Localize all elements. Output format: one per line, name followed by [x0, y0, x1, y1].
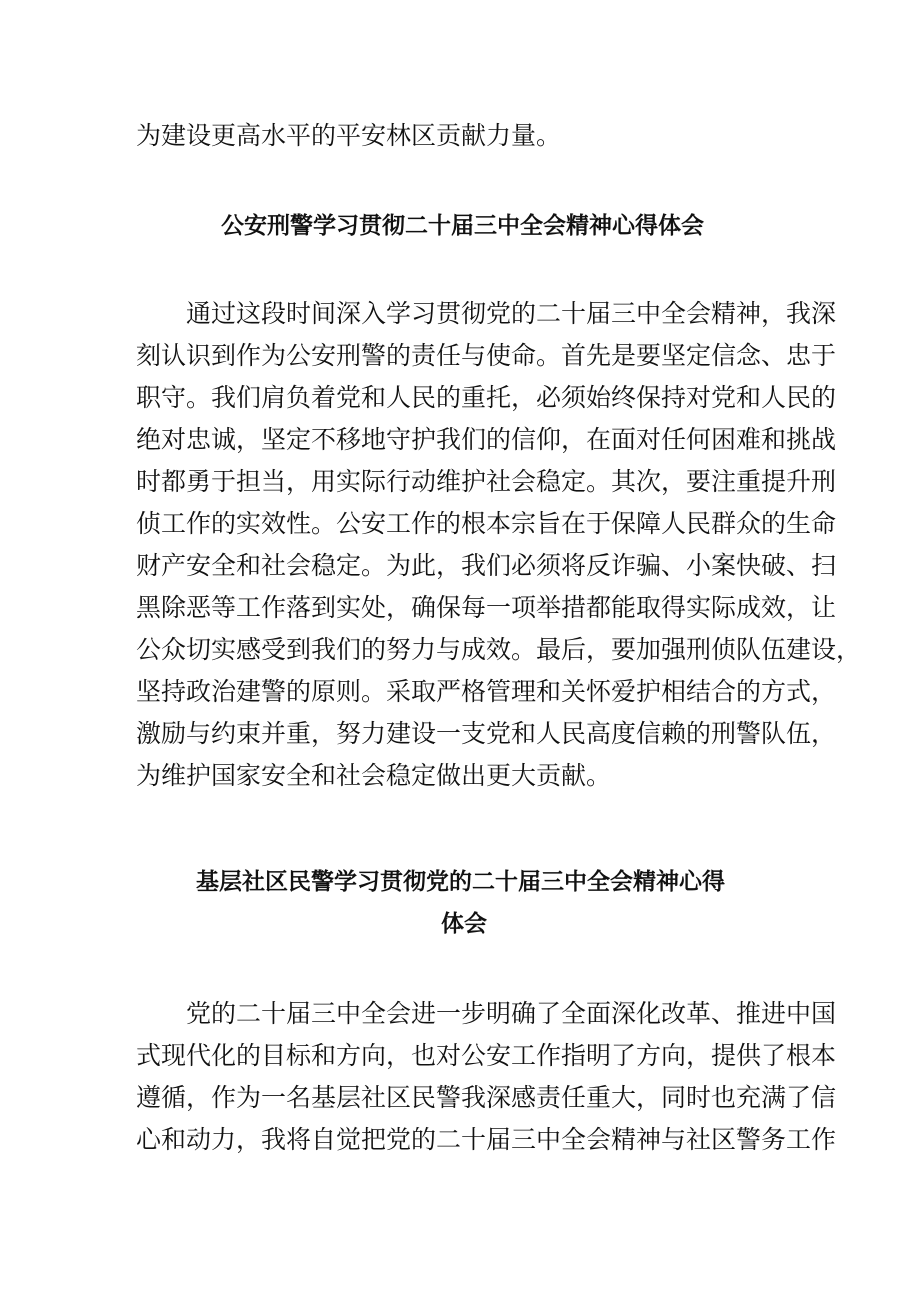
body-line: 激励与约束并重，努力建设一支党和人民高度信赖的刑警队伍， [136, 719, 837, 748]
paragraph-intro-tail: 为建设更高水平的平安林区贡献力量。 [136, 121, 562, 150]
body-line: 公众切实感受到我们的努力与成效。最后，要加强刑侦队伍建设， [136, 635, 862, 664]
section-title-community-police-line1: 基层社区民警学习贯彻党的二十届三中全会精神心得 [196, 869, 725, 895]
section-title-community-police-line2: 体会 [441, 911, 487, 937]
body-line: 坚持政治建警的原则。采取严格管理和关怀爱护相结合的方式， [136, 677, 837, 706]
body-line: 黑除恶等工作落到实处，确保每一项举措都能取得实际成效，让 [136, 593, 837, 622]
body-line: 职守。我们肩负着党和人民的重托，必须始终保持对党和人民的 [136, 383, 837, 412]
body-line: 绝对忠诚，坚定不移地守护我们的信仰，在面对任何困难和挑战 [136, 425, 837, 454]
body-line: 党的二十届三中全会进一步明确了全面深化改革、推进中国 [186, 999, 837, 1028]
body-line: 刻认识到作为公安刑警的责任与使命。首先是要坚定信念、忠于 [136, 341, 837, 370]
body-line: 心和动力，我将自觉把党的二十届三中全会精神与社区警务工作 [136, 1125, 837, 1154]
body-line: 时都勇于担当，用实际行动维护社会稳定。其次，要注重提升刑 [136, 467, 837, 496]
body-line: 为维护国家安全和社会稳定做出更大贡献。 [136, 761, 612, 790]
body-line: 遵循，作为一名基层社区民警我深感责任重大，同时也充满了信 [136, 1083, 837, 1112]
body-line: 式现代化的目标和方向，也对公安工作指明了方向，提供了根本 [136, 1041, 837, 1070]
section-title-criminal-police: 公安刑警学习贯彻二十届三中全会精神心得体会 [221, 213, 704, 239]
body-line: 通过这段时间深入学习贯彻党的二十届三中全会精神，我深 [186, 299, 837, 328]
body-line: 侦工作的实效性。公安工作的根本宗旨在于保障人民群众的生命 [136, 509, 837, 538]
body-line: 财产安全和社会稳定。为此，我们必须将反诈骗、小案快破、扫 [136, 551, 837, 580]
